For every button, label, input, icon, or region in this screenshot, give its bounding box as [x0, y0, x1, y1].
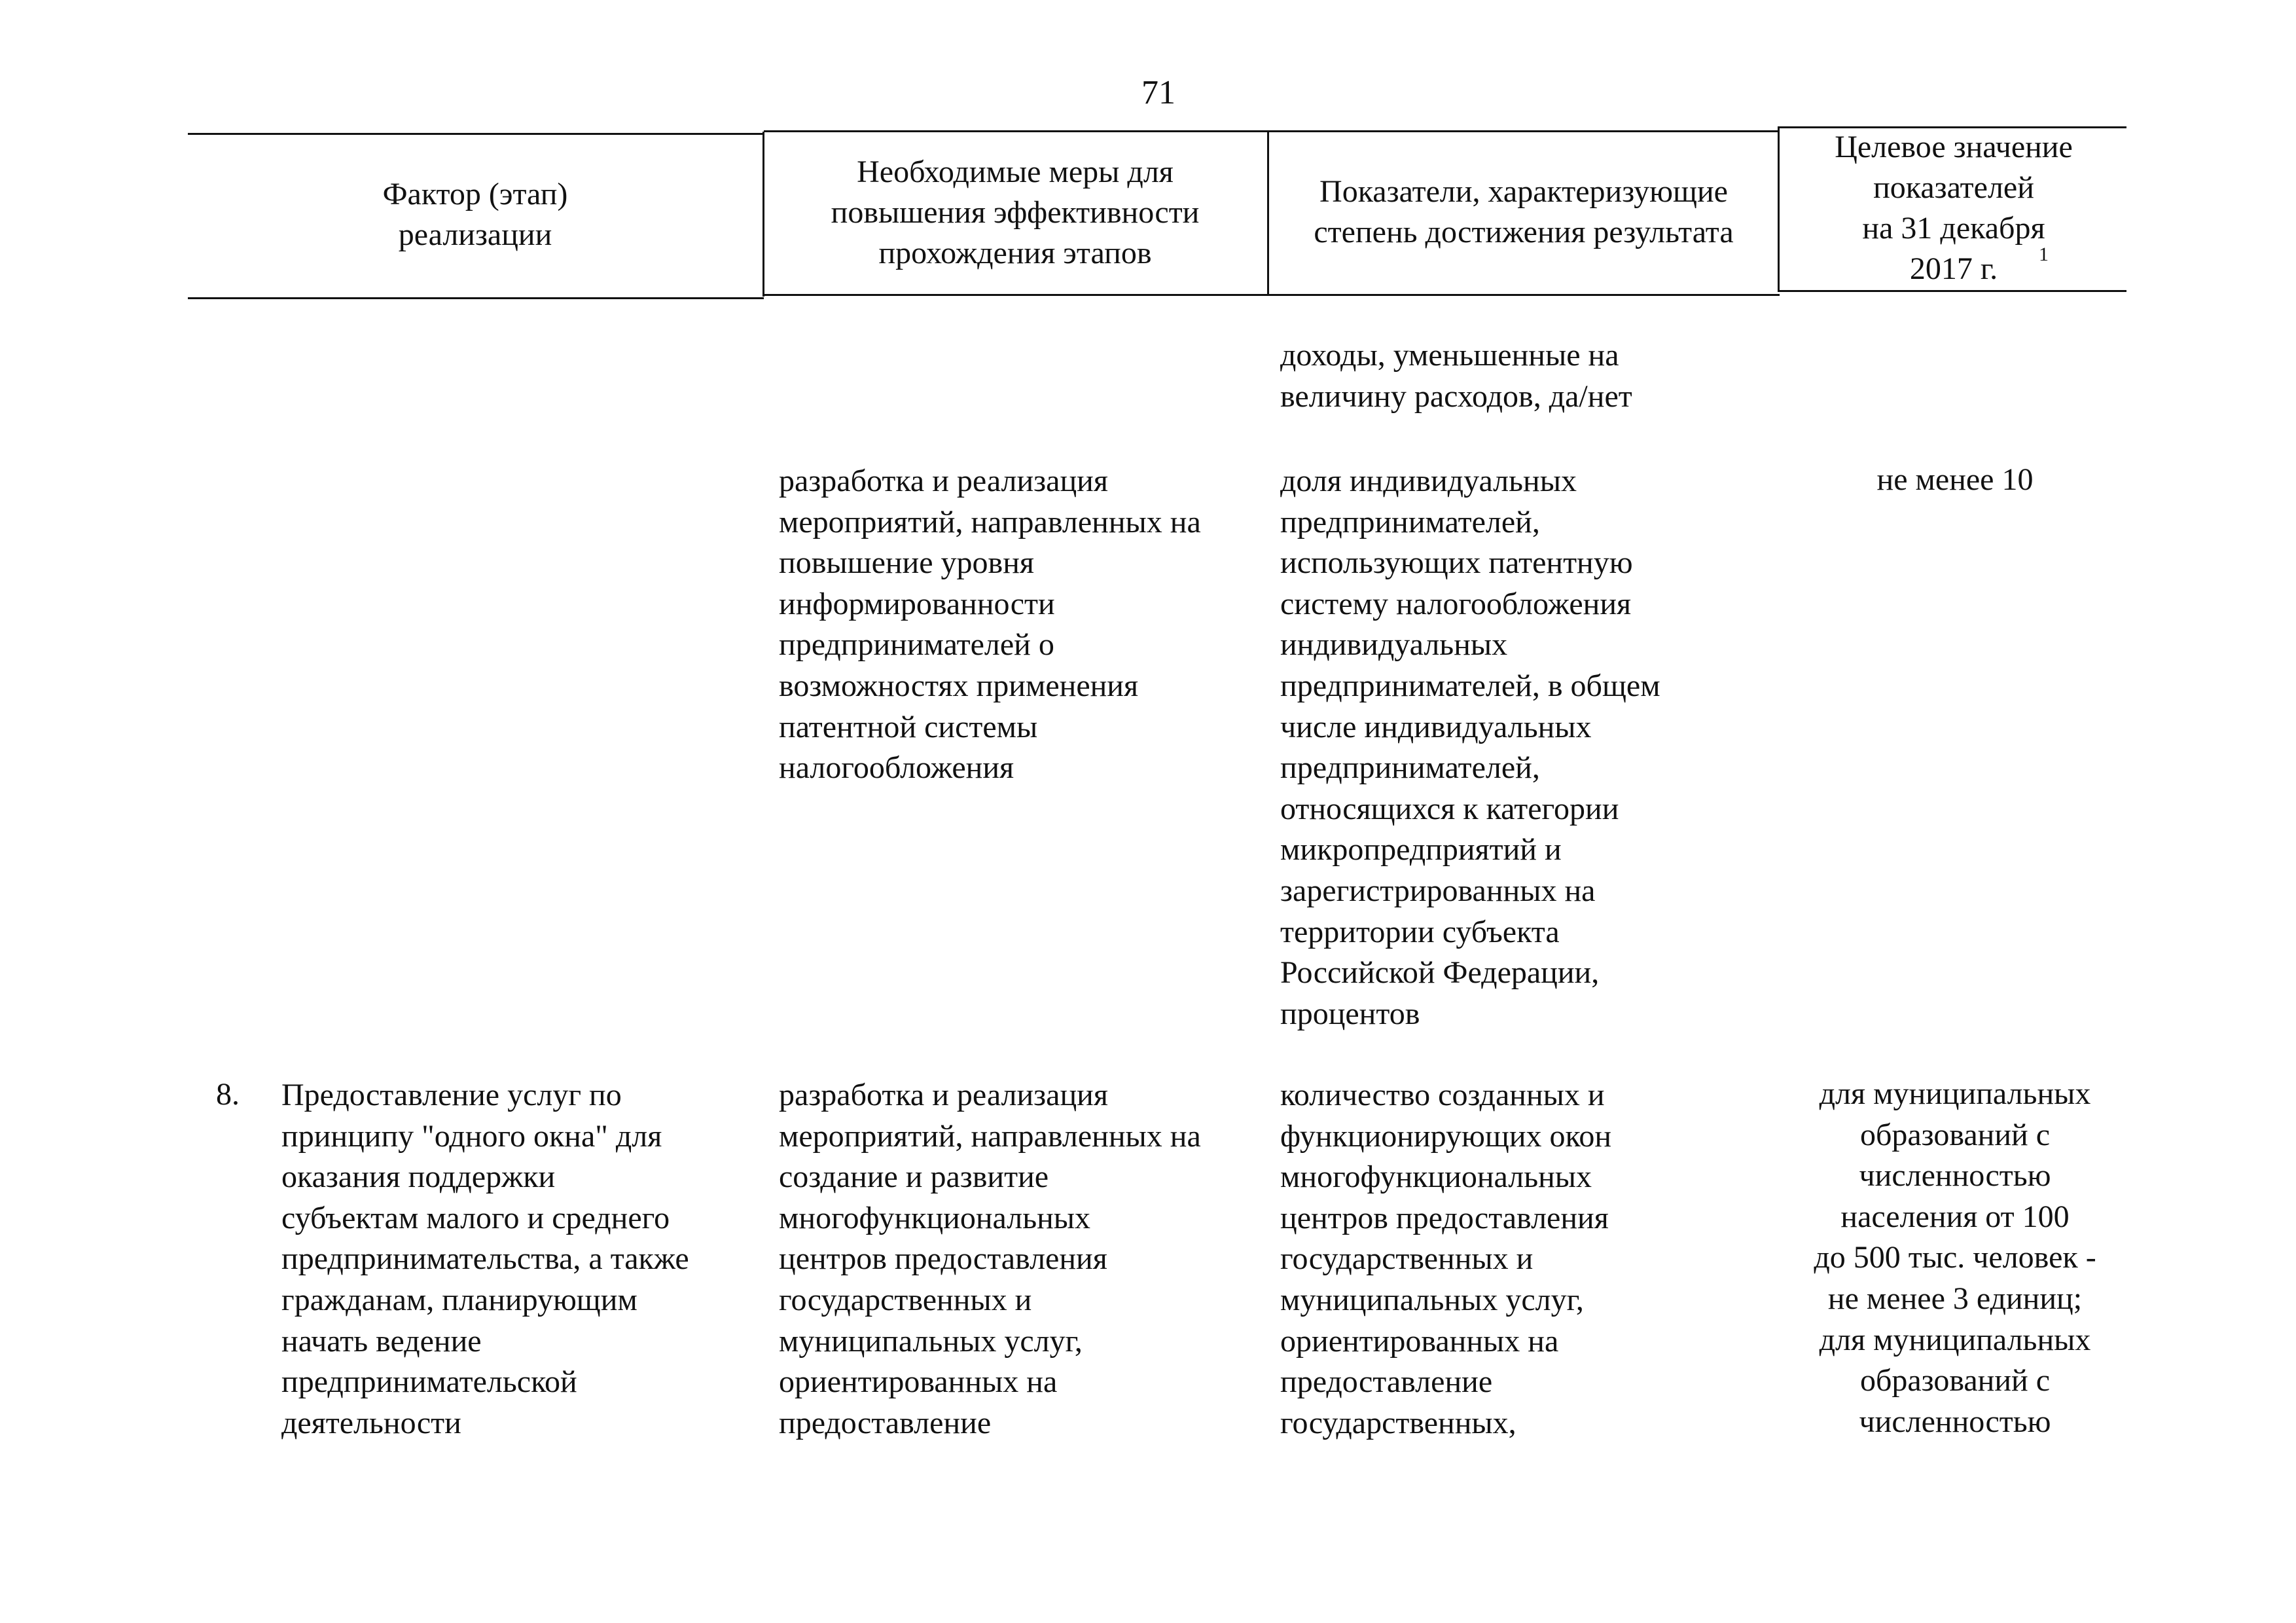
- row3-target: для муниципальных образований с численностью населения от 100 до 500 тыс. человек - не менее 3 единиц; для муниципальных образований с численностью: [1814, 1076, 2096, 1439]
- row3-indicator: количество созданных и функционирующих окон многофункциональных центров предоставления государственных и муниципальных услуг, ориентированных на предоставление государственных,: [1280, 1078, 1612, 1440]
- header-factor: Фактор (этап) реализации: [382, 177, 568, 252]
- page-number: 71: [1141, 74, 1175, 111]
- row2-indicator: доля индивидуальных предпринимателей, использующих патентную систему налогообложения индивидуальных предпринимателей, в общем числе индивидуальных предпринимателей, относящихся к категории микропредприятий и зарегистрированных на территории субъекта Российской Федерации, процентов: [1280, 464, 1660, 1031]
- row2-measures: разработка и реализация мероприятий, направленных на повышение уровня информированности предпринимателей о возможностях применения патентной системы налогообложения: [779, 464, 1201, 786]
- header-target-footnote: 1: [2039, 244, 2049, 265]
- row3-number: 8.: [216, 1077, 240, 1112]
- header-measures: Необходимые меры для повышения эффективности прохождения этапов: [831, 155, 1200, 270]
- row1-indicator: доходы, уменьшенные на величину расходов, да/нет: [1280, 338, 1632, 414]
- row2-target: не менее 10: [1876, 462, 2034, 497]
- header-target-text: Целевое значение показателей на 31 декабря 2017 г.: [1835, 130, 2073, 286]
- row3-factor: Предоставление услуг по принципу "одного окна" для оказания поддержки субъектам малого и среднего предпринимательства, а также гражданам, планирующим начать ведение предпринимательской деятельности: [281, 1078, 689, 1440]
- header-indicators: Показатели, характеризующие степень достижения результата: [1314, 174, 1734, 249]
- header-target-value: [1780, 126, 2127, 291]
- row3-measures: разработка и реализация мероприятий, направленных на создание и развитие многофункциональных центров предоставления государственных и муниципальных услуг, ориентированных на предоставление: [779, 1078, 1201, 1440]
